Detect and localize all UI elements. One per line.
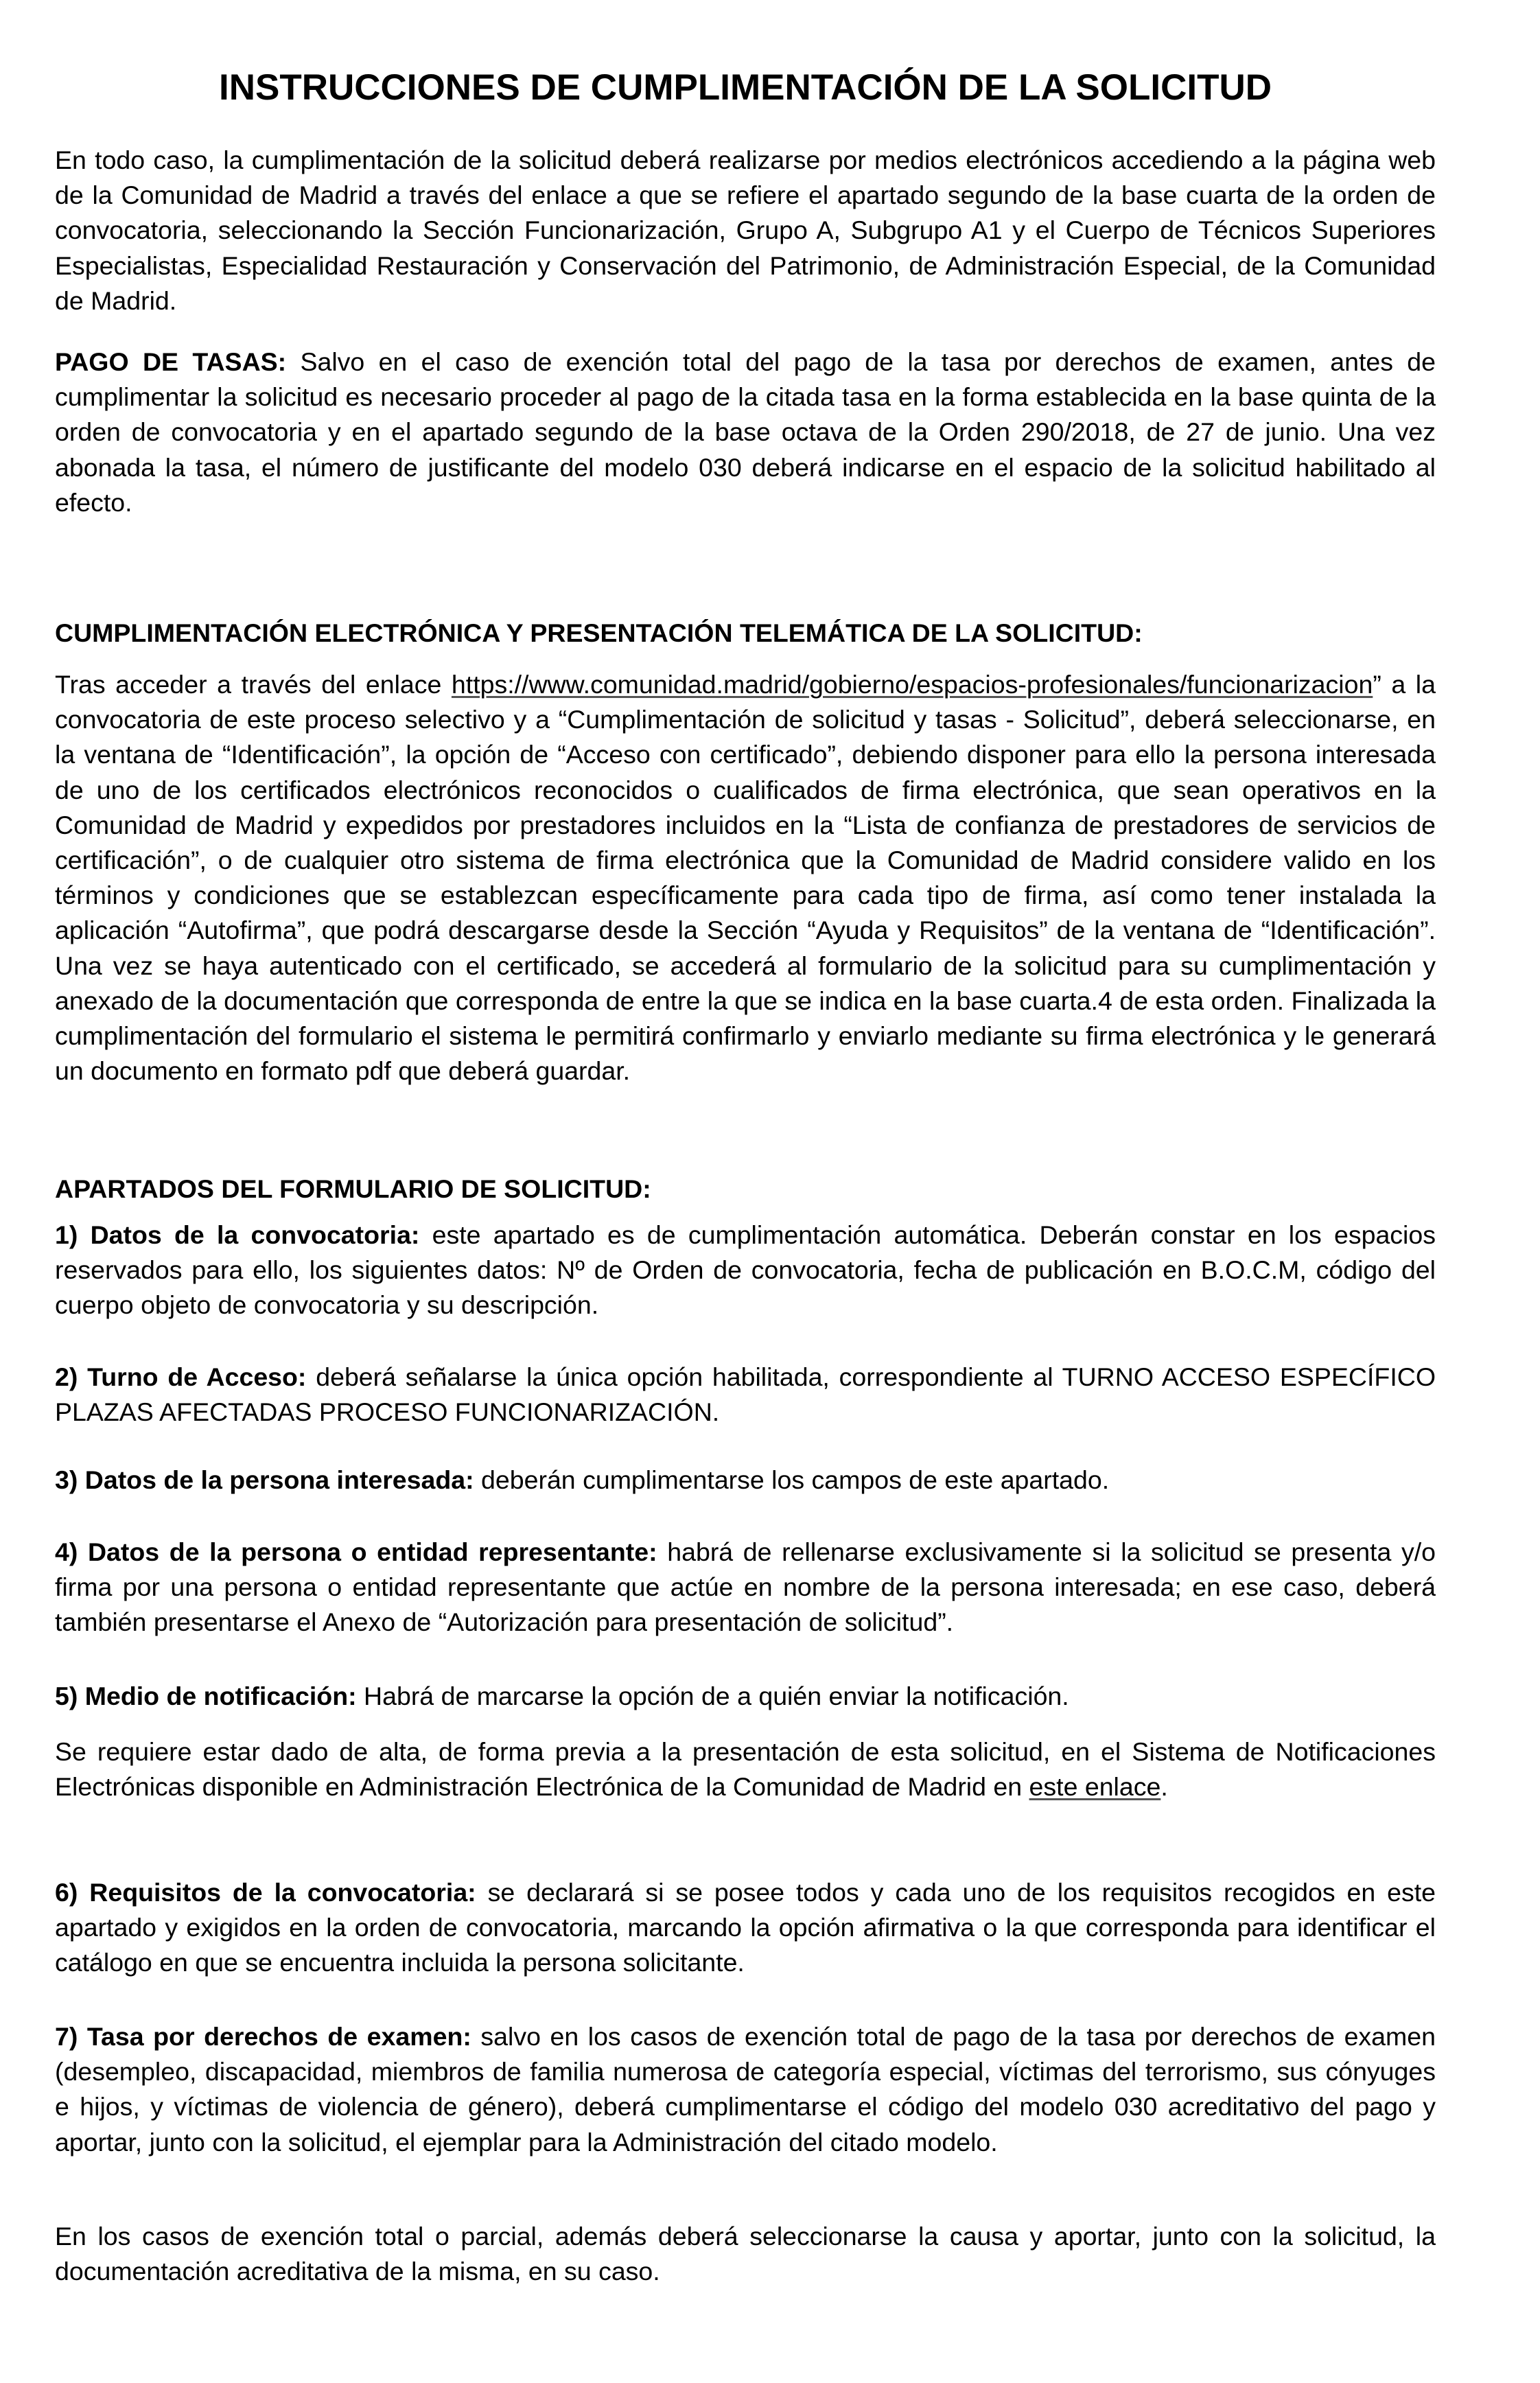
apartado-item-3-label: 3) Datos de la persona interesada:	[55, 1465, 474, 1494]
apartados-heading: APARTADOS DEL FORMULARIO DE SOLICITUD:	[55, 1174, 651, 1203]
electronica-text-after-link: ” a la convocatoria de este proceso selectivo y a “Cumplimentación de solicitud y tasas - Solicitud”, deberá seleccionarse, en la ventana de “Identificación”, la opción de “Acceso con certificado”, debiendo disponer para ello la persona interesada de uno de los certificados electrónicos reconocidos o cualificados de firma electrónica, que sean operativos en la Comunidad de Madrid y expedidos por prestadores incluidos en la “Lista de confianza de prestadores de servicios de certificación”, o de cualquier otro sistema de firma electrónica que la Comunidad de Madrid considere valido en los términos y condiciones que se establezcan específicamente para cada tipo de firma, así como tener instalada la aplicación “Autofirma”, que podrá descargarse desde la Sección “Ayuda y Requisitos” de la ventana de “Identificación”. Una vez se haya autenticado con el certificado, se accederá al formulario de la solicitud para su cumplimentación y anexado de la documentación que corresponda de entre la que se indica en la base cuarta.4 de esta orden. Finalizada la cumplimentación del formulario el sistema le permitirá confirmarlo y enviarlo mediante su firma electrónica y le generará un documento en formato pdf que deberá guardar.	[55, 670, 1436, 1086]
document-title: INSTRUCCIONES DE CUMPLIMENTACIÓN DE LA SOLICITUD	[218, 67, 1272, 108]
apartado-item-2-label: 2) Turno de Acceso:	[55, 1362, 307, 1391]
apartado-item-7-label: 7) Tasa por derechos de examen:	[55, 2022, 471, 2051]
apartado-item-4	[55, 1535, 1436, 1640]
pago-tasas-text: Salvo en el caso de exención total del pago de la tasa por derechos de examen, antes de cumplimentar la solicitud es necesario proceder al pago de la citada tasa en la forma establecida en la base quinta de la orden de convocatoria y en el apartado segundo de la base octava de la Orden 290/2018, de 27 de junio. Una vez abonada la tasa, el número de justificante del modelo 030 deberá indicarse en el espacio de la solicitud habilitado al efecto.	[55, 347, 1436, 517]
apartado-item-5-label: 5) Medio de notificación:	[55, 1682, 357, 1710]
pago-tasas-label: PAGO DE TASAS:	[55, 347, 287, 376]
electronica-paragraph	[55, 667, 1436, 1089]
apartado-item-1	[55, 1218, 1436, 1323]
electronica-text-before-link: Tras acceder a través del enlace	[55, 670, 452, 699]
apartado-item-4-label: 4) Datos de la persona o entidad representante:	[55, 1537, 657, 1566]
apartado-item-1-text: este apartado es de cumplimentación automática. Deberán constar en los espacios reservados para ello, los siguientes datos: Nº de Orden de convocatoria, fecha de publicación en B.O.C.M, código del cuerpo objeto de convocatoria y su descripción.	[55, 1220, 1436, 1320]
apartado-item-5-text: Habrá de marcarse la opción de a quién enviar la notificación.	[356, 1682, 1069, 1710]
apartado-item-2-text: deberá señalarse la única opción habilitada, correspondiente al TURNO ACCESO ESPECÍFICO PLAZAS AFECTADAS PROCESO FUNCIONARIZACIÓN.	[55, 1362, 1436, 1427]
apartado-item-1-label: 1) Datos de la convocatoria:	[55, 1220, 420, 1249]
notificaciones-paragraph	[55, 1734, 1436, 1804]
notificaciones-link[interactable]: este enlace	[1029, 1772, 1161, 1802]
electronica-heading: CUMPLIMENTACIÓN ELECTRÓNICA Y PRESENTACIÓN TELEMÁTICA DE LA SOLICITUD:	[55, 618, 1143, 647]
apartado-item-2	[55, 1360, 1436, 1430]
apartado-item-6	[55, 1875, 1436, 1981]
apartado-item-3	[55, 1463, 1436, 1498]
apartado-item-7	[55, 2019, 1436, 2160]
intro-paragraph: En todo caso, la cumplimentación de la solicitud deberá realizarse por medios electrónicos accediendo a la página web de la Comunidad de Madrid a través del enlace a que se refiere el apartado segundo de la base cuarta de la orden de convocatoria, seleccionando la Sección Funcionarización, Grupo A, Subgrupo A1 y el Cuerpo de Técnicos Superiores Especialistas, Especialidad Restauración y Conservación del Patrimonio, de Administración Especial, de la Comunidad de Madrid.	[55, 146, 1436, 315]
pago-tasas-paragraph	[55, 345, 1436, 520]
apartado-item-4-text: habrá de rellenarse exclusivamente si la solicitud se presenta y/o firma por una persona o entidad representante que actúe en nombre de la persona interesada; en ese caso, deberá también presentarse el Anexo de “Autorización para presentación de solicitud”.	[55, 1537, 1436, 1637]
exencion-paragraph: En los casos de exención total o parcial, además deberá seleccionarse la causa y aportar, junto con la solicitud, la documentación acreditativa de la misma, en su caso.	[55, 2222, 1436, 2286]
notificaciones-end: .	[1160, 1772, 1168, 1802]
apartado-item-6-text: se declarará si se posee todos y cada uno de los requisitos recogidos en este apartado y exigidos en la orden de convocatoria, marcando la opción afirmativa o la que corresponda para identificar el catálogo en que se encuentra incluida la persona solicitante.	[55, 1878, 1436, 1977]
apartado-item-5	[55, 1679, 1436, 1714]
notificaciones-text: Se requiere estar dado de alta, de forma previa a la presentación de esta solicitud, en el Sistema de Notificaciones Electrónicas disponible en Administración Electrónica de la Comunidad de Madrid en	[55, 1737, 1436, 1802]
apartado-item-3-text: deberán cumplimentarse los campos de este apartado.	[474, 1465, 1110, 1494]
apartado-item-7-text: salvo en los casos de exención total de pago de la tasa por derechos de examen (desempleo, discapacidad, miembros de familia numerosa de categoría especial, víctimas del terrorismo, sus cónyuges e hijos, y víctimas de violencia de género), deberá cumplimentarse el código del modelo 030 acreditativo del pago y aportar, junto con la solicitud, el ejemplar para la Administración del citado modelo.	[55, 2022, 1436, 2157]
funcionarizacion-link[interactable]: https://www.comunidad.madrid/gobierno/espacios-profesionales/funcionarizacion	[451, 670, 1373, 699]
apartado-item-6-label: 6) Requisitos de la convocatoria:	[55, 1878, 476, 1907]
